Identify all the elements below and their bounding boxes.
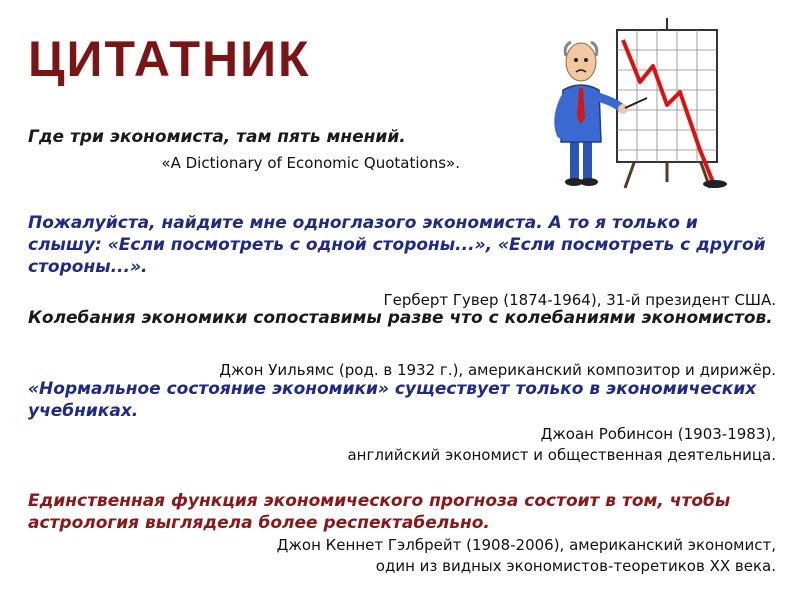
- quote-3: Колебания экономики сопоставимы разве что с колебаниями экономистов.: [28, 308, 773, 328]
- quote-4-attribution-line-1: Джоан Робинсон (1903-1983),: [540, 425, 776, 443]
- quote-1-attribution: [161, 153, 460, 174]
- quote-2-attribution-line: Герберт Гувер (1874-1964), 31-й президент США.: [383, 291, 776, 309]
- quote-5: Единственная функция экономического прогноза состоит в том, чтобы астрология выглядела более респектабельно.: [28, 491, 731, 533]
- quote-5-attribution-line-2: один из видных экономистов-теоретиков XX века.: [375, 557, 776, 575]
- quote-4-attribution: [347, 424, 776, 466]
- quote-5-attribution-line-1: Джон Кеннет Гэлбрейт (1908-2006), американский экономист,: [276, 536, 776, 554]
- quote-1: Где три экономиста, там пять мнений.: [28, 127, 406, 147]
- page-title: ЦИТАТНИК: [28, 31, 311, 87]
- quote-3-attribution-line: Джон Уильямс (род. в 1932 г.), американский композитор и дирижёр.: [219, 361, 776, 379]
- economist-falling-chart-illustration: [535, 10, 755, 190]
- quote-4-attribution-line-2: английский экономист и общественная деятельница.: [347, 446, 776, 464]
- quote-4: «Нормальное состояние экономики» существует только в экономических учебниках.: [28, 379, 757, 421]
- quote-5-attribution: [277, 535, 776, 577]
- quote-1-attribution-line: «A Dictionary of Economic Quotations».: [161, 154, 460, 172]
- quote-2: Пожалуйста, найдите мне одноглазого экономиста. А то я только и слышу: «Если посмотреть с одной стороны...», «Если посмотреть с другой стороны...».: [28, 213, 766, 277]
